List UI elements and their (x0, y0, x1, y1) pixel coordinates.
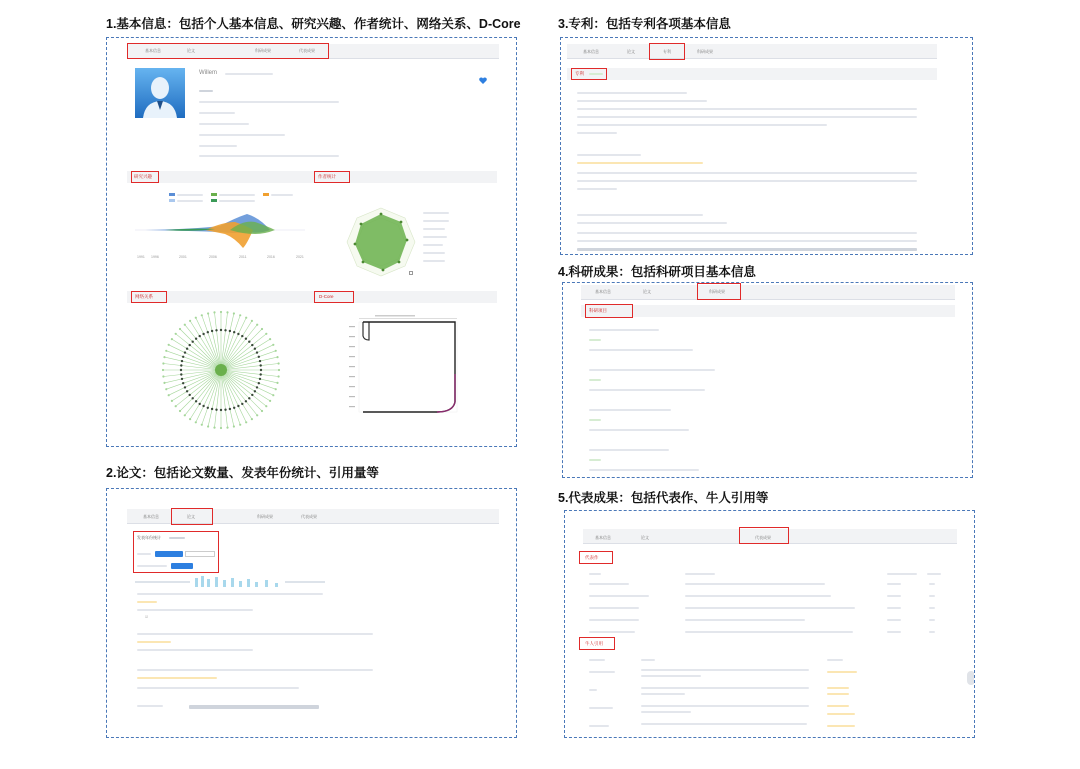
profile-name: Willem (199, 70, 217, 76)
tab-representative-results[interactable]: 代表成果 (301, 514, 317, 519)
filter-label: 发表年份统计 (137, 535, 161, 540)
section-expert-citations-label: 牛人引用 (585, 641, 603, 646)
axis-year-1996: 1996 (151, 255, 159, 259)
tab-papers[interactable]: 论文 (627, 49, 635, 54)
tab-basic-info[interactable]: 基本信息 (595, 289, 611, 294)
section-network-label: 网络关系 (135, 294, 153, 299)
scroll-handle[interactable] (967, 671, 975, 685)
basic-info-panel (106, 37, 517, 447)
tab-papers[interactable]: 论文 (187, 48, 195, 53)
heading-patents: 3.专利：包括专利各项基本信息 (558, 17, 731, 31)
axis-year-2011: 2011 (239, 255, 247, 259)
tab-research-results[interactable]: 科研成果 (709, 289, 725, 294)
patents-panel (560, 37, 973, 255)
avatar-icon (135, 68, 185, 118)
filter-highlight (133, 531, 219, 573)
section-author-stats-label: 作者统计 (318, 174, 336, 179)
research-interest-chart (135, 204, 305, 264)
tabs-highlight (127, 43, 329, 59)
axis-year-2016: 2016 (267, 255, 275, 259)
heading-representative-results: 5.代表成果：包括代表作、牛人引用等 (558, 491, 769, 505)
section-patents-label: 专利 (575, 71, 584, 76)
tab-representative-highlight (739, 527, 789, 544)
heading-papers: 2.论文：包括论文数量、发表年份统计、引用量等 (106, 466, 379, 480)
author-stats-radar (343, 204, 419, 280)
tab-papers-highlight (171, 508, 213, 525)
axis-year-2001: 2001 (179, 255, 187, 259)
heading-basic-info: 1.基本信息：包括个人基本信息、研究兴趣、作者统计、网络关系、D-Core (106, 17, 521, 31)
tab-basic-info[interactable]: 基本信息 (143, 514, 159, 519)
heading-research-results: 4.科研成果：包括科研项目基本信息 (558, 265, 756, 279)
section-research-projects-label: 科研项目 (589, 308, 607, 313)
section-dcore-label: D-Core (319, 294, 334, 299)
tab-research-results[interactable]: 科研成果 (257, 514, 273, 519)
representative-results-panel (564, 510, 975, 738)
papers-panel: 基本信息 论文 科研成果 代表成果 发表年份统计 ☑ (106, 488, 517, 738)
tab-papers[interactable]: 论文 (187, 514, 195, 519)
axis-year-2006: 2006 (209, 255, 217, 259)
tab-bar (581, 285, 955, 300)
tab-basic-info[interactable]: 基本信息 (595, 535, 611, 540)
axis-year-2021: 2021 (296, 255, 304, 259)
section-representative-works-label: 代表作 (585, 555, 599, 560)
network-graph (157, 306, 285, 434)
tab-patents-highlight (649, 43, 685, 60)
profile-name-blur (225, 73, 273, 75)
dcore-chart (345, 314, 461, 418)
tab-research-results[interactable]: 科研成果 (255, 48, 271, 53)
tab-basic-info[interactable]: 基本信息 (145, 48, 161, 53)
year-bar-strip (135, 575, 325, 587)
tab-representative-results[interactable]: 代表成果 (755, 535, 771, 540)
axis-year-1991: 1991 (137, 255, 145, 259)
tab-patents[interactable]: 专利 (663, 49, 671, 54)
tab-papers[interactable]: 论文 (643, 289, 651, 294)
tab-basic-info[interactable]: 基本信息 (583, 49, 599, 54)
tab-representative-results[interactable]: 代表成果 (299, 48, 315, 53)
like-icon[interactable] (479, 71, 487, 78)
tab-papers[interactable]: 论文 (641, 535, 649, 540)
tab-bar (567, 44, 937, 59)
tab-research-results-highlight (697, 283, 741, 300)
tab-research-results[interactable]: 科研成果 (697, 49, 713, 54)
research-results-panel (562, 282, 973, 478)
section-research-interest-label: 研究兴趣 (134, 174, 152, 179)
